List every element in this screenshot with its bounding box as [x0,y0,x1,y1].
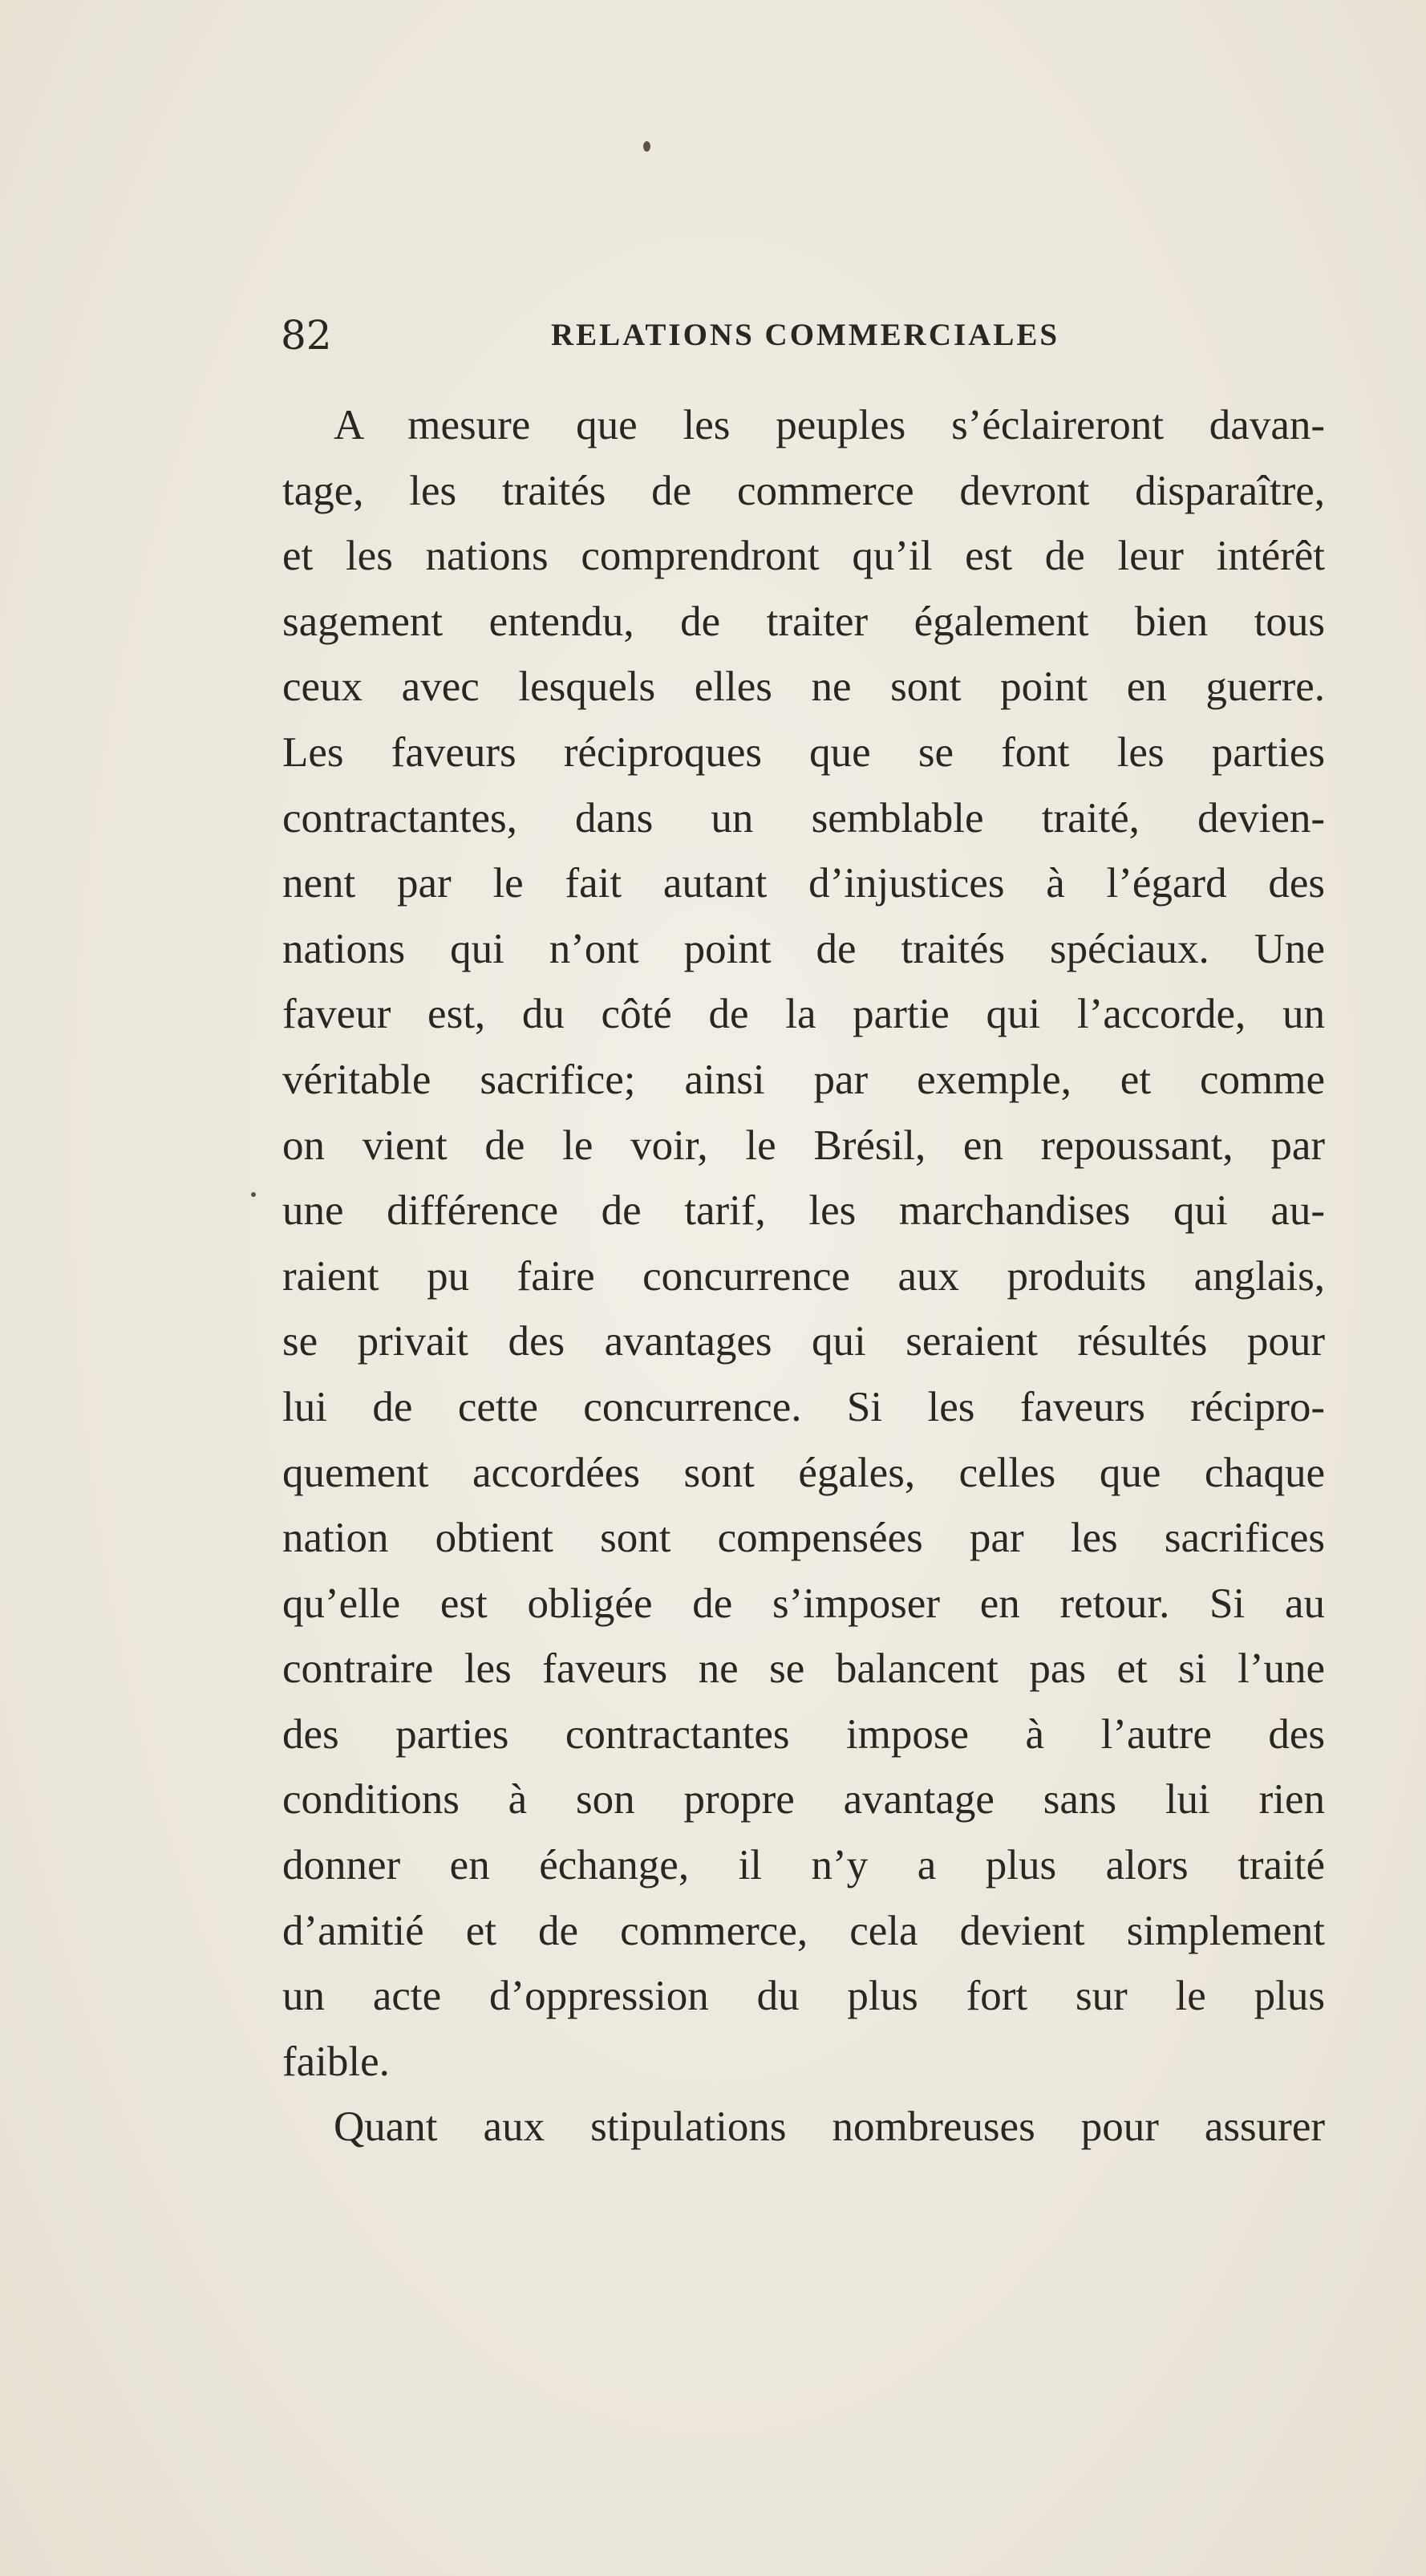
text-line: une différence de tarif, les marchandises qui au- [282,1187,1325,1235]
text-line: qu’elle est obligée de s’imposer en retour. Si au [282,1580,1325,1627]
text-line: lui de cette concurrence. Si les faveurs récipro- [282,1383,1325,1430]
page-number: 82 [281,312,332,359]
text-line: nations qui n’ont point de traités spéciaux. Une [282,925,1325,972]
body-text [282,393,1325,2160]
text-line: faveur est, du côté de la partie qui l’accorde, un [282,991,1325,1038]
text-line: faible. [282,2038,390,2085]
text-line: conditions à son propre avantage sans lui rien [282,1776,1325,1823]
text-line: donner en échange, il n’y a plus alors traité [282,1842,1325,1889]
paragraph [282,2095,1325,2160]
text-line: on vient de le voir, le Brésil, en repoussant, par [282,1122,1325,1169]
ink-speck [251,1192,256,1197]
text-line: Quant aux stipulations nombreuses pour assurer [334,2103,1325,2151]
ink-speck [643,141,650,152]
text-line: sagement entendu, de traiter également bien tous [282,598,1325,645]
text-line: tage, les traités de commerce devront disparaître, [282,467,1325,514]
text-line: nent par le fait autant d’injustices à l’égard des [282,860,1325,907]
text-line: véritable sacrifice; ainsi par exemple, et comme [282,1056,1325,1103]
text-line: ceux avec lesquels elles ne sont point en guerre. [282,663,1325,711]
text-line: A mesure que les peuples s’éclaireront davan- [334,402,1325,448]
text-line: d’amitié et de commerce, cela devient simplement [282,1907,1325,1954]
text-line: contractantes, dans un semblable traité, devien- [282,794,1325,842]
text-line: quement accordées sont égales, celles que chaque [282,1449,1325,1496]
text-line: raient pu faire concurrence aux produits anglais, [282,1252,1325,1300]
text-line: nation obtient sont compensées par les sacrifices [282,1515,1325,1562]
text-line: se privait des avantages qui seraient résultés pour [282,1318,1325,1365]
text-line: et les nations comprendront qu’il est de leur intérêt [282,533,1325,580]
text-line: contraire les faveurs ne se balancent pas et si l’une [282,1645,1325,1693]
paragraph [282,393,1325,2095]
text-line: des parties contractantes impose à l’autre des [282,1710,1325,1758]
page-header [281,307,1323,363]
text-line: un acte d’oppression du plus fort sur le plus [282,1973,1325,2020]
text-line: Les faveurs réciproques que se font les parties [282,728,1325,776]
running-head: RELATIONS COMMERCIALES [550,318,1060,352]
